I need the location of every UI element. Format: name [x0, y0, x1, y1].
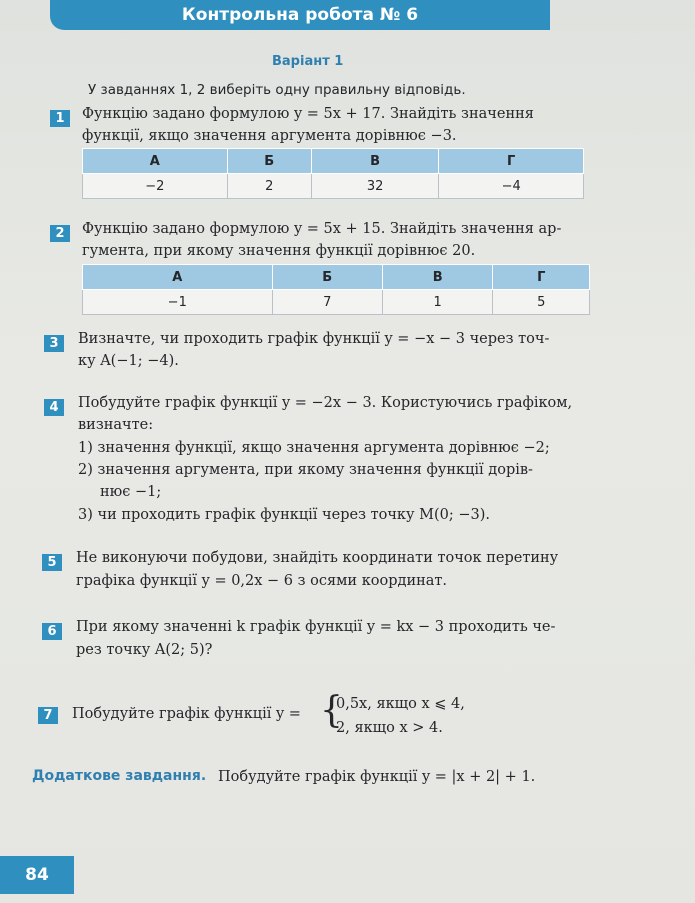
option-value-b: 2 [227, 174, 311, 199]
task-6-number: 6 [42, 623, 62, 640]
task-3-number: 3 [44, 335, 64, 352]
option-header-a: А [83, 149, 228, 174]
page-number: 84 [0, 856, 74, 894]
task-5-number: 5 [42, 554, 62, 571]
test-title-banner [50, 0, 550, 30]
option-value-g: 5 [493, 290, 590, 315]
instruction-text: У завданнях 1, 2 виберіть одну правильну відповідь. [88, 82, 466, 98]
option-value-v: 1 [382, 290, 492, 315]
task-7-brace: { [320, 690, 343, 731]
task-4-line-6: 3) чи проходить графік функції через точку M(0; −3). [78, 507, 491, 523]
task-2-number: 2 [50, 225, 70, 242]
option-header-b: Б [227, 149, 311, 174]
option-value-b: 7 [272, 290, 382, 315]
task-4-line-2: визначте: [78, 417, 154, 433]
task-3-line-2: ку A(−1; −4). [78, 353, 179, 369]
task-4-line-5: нює −1; [100, 484, 162, 500]
task-2-answer-table [82, 264, 590, 315]
task-4-line-1: Побудуйте графік функції y = −2x − 3. Користуючись графіком, [78, 395, 573, 411]
task-7-case-2: 2, якщо x > 4. [336, 720, 443, 736]
option-header-a: А [83, 265, 273, 290]
option-header-g: Г [439, 149, 584, 174]
extra-task-label: Додаткове завдання. [32, 768, 207, 784]
extra-task-text: Побудуйте графік функції y = |x + 2| + 1. [218, 769, 536, 785]
task-6-line-2: рез точку A(2; 5)? [76, 642, 213, 658]
option-header-v: В [311, 149, 438, 174]
task-5-line-2: графіка функції y = 0,2x − 6 з осями координат. [76, 573, 448, 589]
test-title: Контрольна робота № 6 [181, 5, 419, 25]
option-value-a: −2 [83, 174, 228, 199]
task-7-prefix: Побудуйте графік функції y = [72, 706, 301, 722]
variant-heading: Варіант 1 [272, 54, 344, 69]
option-header-v: В [382, 265, 492, 290]
task-2-line-1: Функцію задано формулою y = 5x + 15. Знайдіть значення ар- [82, 221, 562, 237]
task-6-line-1: При якому значенні k графік функції y = kx − 3 проходить че- [76, 619, 556, 635]
option-value-a: −1 [83, 290, 273, 315]
task-1-number: 1 [50, 110, 70, 127]
task-2-line-2: гумента, при якому значення функції дорівнює 20. [82, 243, 476, 259]
task-4-number: 4 [44, 399, 64, 416]
task-7-number: 7 [38, 707, 58, 724]
option-value-v: 32 [311, 174, 438, 199]
task-7-case-1: 0,5x, якщо x ⩽ 4, [336, 696, 465, 712]
option-header-b: Б [272, 265, 382, 290]
task-1-answer-table [82, 148, 584, 199]
option-value-g: −4 [439, 174, 584, 199]
option-header-g: Г [493, 265, 590, 290]
task-5-line-1: Не виконуючи побудови, знайдіть координати точок перетину [76, 550, 559, 566]
task-4-line-3: 1) значення функції, якщо значення аргумента дорівнює −2; [78, 440, 550, 456]
task-1-line-2: функції, якщо значення аргумента дорівнює −3. [82, 128, 457, 144]
task-4-line-4: 2) значення аргумента, при якому значення функції дорів- [78, 462, 533, 478]
task-1-line-1: Функцію задано формулою y = 5x + 17. Знайдіть значення [82, 106, 534, 122]
task-3-line-1: Визначте, чи проходить графік функції y = −x − 3 через точ- [78, 331, 550, 347]
